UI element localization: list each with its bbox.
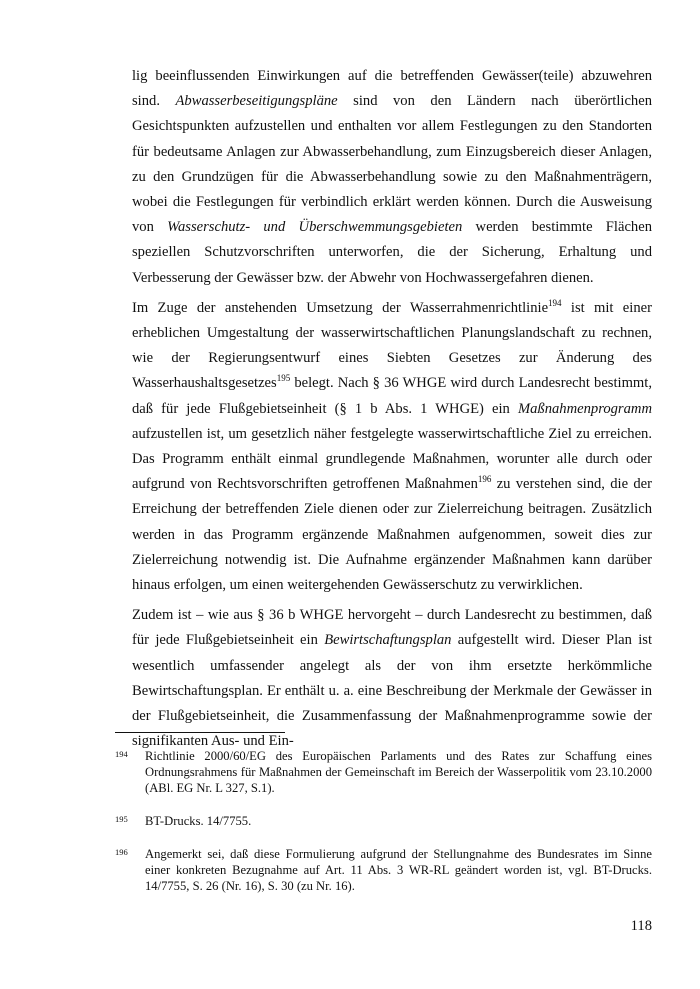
paragraph bbox=[132, 296, 652, 598]
text-segment: aufzustellen ist, um gesetzlich näher festgelegte wasserwirtschaftliche Ziel zu erreichen. Das Programm enthält einmal grundlegende Maßnahmen, worunter alle durch oder aufgrund von Rechtsvorschriften getroffenen Maßnahmen bbox=[132, 425, 652, 493]
text-segment: aufgestellt wird. Dieser Plan ist wesentlich umfassender angelegt als der von ihm ersetzte herkömmliche Bewirtschaftungsplan. Er enthält u. a. eine Beschreibung der Merkmale der Gewässer in der Flußgebietseinheit, die Zusammenfassung der Maßnahmenprogramme sowie der signifikanten Aus- und Ein- bbox=[132, 632, 653, 750]
emphasis: Bewirtschaftungsplan bbox=[324, 632, 452, 649]
text-segment: belegt. Nach § 36 WHGE wird durch Landesrecht bestimmt, daß für jede Flußgebietseinheit (§ 1 b Abs. 1 WHGE) ein bbox=[132, 375, 652, 417]
page-number: 118 bbox=[630, 918, 652, 934]
footnote bbox=[115, 846, 652, 894]
footnote-number: 194 bbox=[115, 749, 128, 759]
text-segment: Im Zuge der anstehenden Umsetzung der Wasserrahmenrichtlinie bbox=[132, 299, 549, 316]
footnote-number: 195 bbox=[115, 814, 128, 824]
footnote-text: BT-Drucks. 14/7755. bbox=[145, 814, 252, 828]
footnote bbox=[115, 748, 652, 796]
emphasis: Maßnahmenprogramm bbox=[517, 400, 652, 417]
text-segment: ist mit einer erheblichen Umgestaltung der wasserwirtschaftlichen Planungslandschaft zu rechnen, wie der Regierungsentwurf eines Siebten Gesetzes zur Änderung des Wasserhaushaltsgesetzes bbox=[132, 299, 652, 392]
body-text bbox=[132, 64, 652, 759]
footnote-ref: 194 bbox=[548, 297, 562, 308]
footnote-separator bbox=[115, 732, 285, 733]
footnote-ref: 196 bbox=[477, 474, 492, 485]
text-segment: lig beeinflussenden Einwirkungen auf die betreffenden Gewässer(teile) abzuwehren sind. bbox=[132, 68, 652, 110]
footnote bbox=[115, 813, 652, 829]
emphasis: Abwasserbeseitigungspläne bbox=[175, 93, 338, 110]
text-segment: sind von den Ländern nach überörtlichen Gesichtspunkten aufzustellen und enthalten vor allem Festlegungen zu den Standorten für bedeutsame Anlagen zur Abwasserbehandlung, zum Einzugsbereich dieser Anlagen, zu den Grundzügen für die Abwasserbehandlung sowie zu den Maßnahmenträgern, wobei die Festlegungen für verbindlich erklärt werden können. Durch die Ausweisung von bbox=[132, 93, 653, 236]
footnote-number: 196 bbox=[115, 847, 128, 857]
text-segment: werden bestimmte Flächen speziellen Schutzvorschriften unterworfen, die der Sicherung, Erhaltung und Verbesserung der Gewässer bzw. der Abwehr von Hochwassergefahren dienen. bbox=[132, 219, 652, 286]
paragraph bbox=[132, 64, 652, 291]
footnote-text: Angemerkt sei, daß diese Formulierung aufgrund der Stellungnahme des Bundesrates im Sinne einer konkreten Bezugnahme auf Art. 11 Abs. 3 WR-RL geändert worden ist, vgl. BT-Drucks. 14/7755, S. 26 (Nr. 16), S. 30 (zu Nr. 16). bbox=[145, 847, 652, 893]
footnote-text: Richtlinie 2000/60/EG des Europäischen Parlaments und des Rates zur Schaffung eines Ordnungsrahmens für Maßnahmen der Gemeinschaft im Bereich der Wasserpolitik vom 23.10.2000 (ABl. EG Nr. L 327, S.1). bbox=[145, 749, 652, 795]
footnote-ref: 195 bbox=[276, 373, 291, 384]
emphasis: Wasserschutz- und Überschwemmungsgebieten bbox=[167, 219, 463, 236]
text-segment: Zudem ist – wie aus § 36 b WHGE hervorgeht – durch Landesrecht zu bestimmen, daß für jede Flußgebietseinheit ein bbox=[132, 607, 652, 649]
footnotes bbox=[115, 748, 652, 911]
text-segment: zu verstehen sind, die der Erreichung der betreffenden Ziele dienen oder zur Zielerreichung beitragen. Zusätzlich werden in das Programm ergänzende Maßnahmen aufgenommen, soweit dies zur Zielerreichung notwendig ist. Die Aufnahme ergänzender Maßnahmen kann darüber hinaus erfolgen, um einen weitergehenden Gewässerschutz zu verwirklichen. bbox=[132, 476, 652, 594]
